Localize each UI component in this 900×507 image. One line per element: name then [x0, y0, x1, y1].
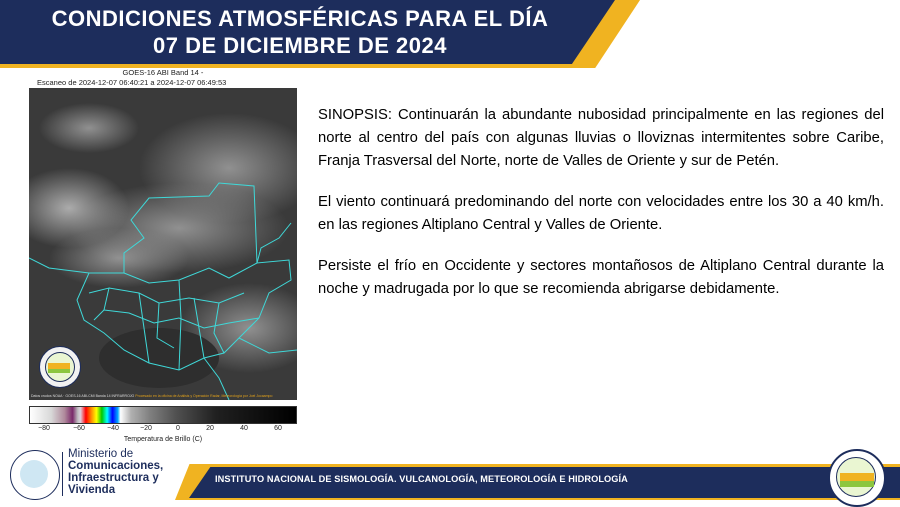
- satellite-panel: [27, 66, 299, 446]
- cold-paragraph: Persiste el frío en Occidente y sectores montañosos de Altiplano Central durante la noche y madrugada por lo que se recomienda abrigarse debidamente.: [318, 258, 884, 297]
- satellite-image: [29, 88, 297, 400]
- government-branding: [0, 446, 180, 506]
- colorbar-tick: 0: [176, 425, 180, 432]
- temperature-colorbar: [29, 406, 297, 424]
- institute-name: INSTITUTO NACIONAL DE SISMOLOGÍA. VULCANOLOGÍA, METEOROLOGÍA E HIDROLOGÍA: [215, 474, 628, 484]
- satellite-caption-band: GOES-16 ABI Band 14 -: [122, 68, 204, 77]
- satellite-logo: [39, 346, 81, 388]
- colorbar-tick: 60: [274, 425, 282, 432]
- colorbar-tick: −20: [140, 425, 152, 432]
- satellite-caption-scan: Escaneo de 2024-12-07 06:40:21 a 2024-12-07 06:49:53: [37, 78, 227, 87]
- colorbar-tick: −80: [38, 425, 50, 432]
- page-date: 07 DE DICIEMBRE DE 2024: [153, 33, 447, 58]
- government-seal: [10, 450, 60, 500]
- insivumeh-logo: [828, 449, 886, 507]
- satellite-credit: Datos crudos NOAA · GOES-16 ABI-CMI Banda 14 INFRARROJO Procesado en la oficina de Análisis y Operación Radar, Meteorología por Joel Jocaampo: [31, 394, 273, 398]
- colorbar-label: Temperatura de Brillo (C): [123, 436, 203, 443]
- ministry-name: Ministerio de Comunicaciones, Infraestructura y Vivienda: [68, 448, 164, 496]
- colorbar-tick: 20: [206, 425, 214, 432]
- wind-paragraph: El viento continuará predominando del norte con velocidades entre los 30 a 40 km/h. en las regiones Altiplano Central y Valles de Oriente.: [318, 194, 884, 233]
- branding-divider: [62, 452, 63, 496]
- colorbar-tick: −40: [107, 425, 119, 432]
- synopsis-paragraph: SINOPSIS: Continuarán la abundante nubosidad principalmente en las regiones del norte al centro del país con algunas lluvias o lloviznas intermitentes sobre Caribe, Franja Trasversal del Norte, norte de Valles de Oriente y sur de Petén.: [318, 107, 884, 169]
- colorbar-tick: 40: [240, 425, 248, 432]
- page-title: CONDICIONES ATMOSFÉRICAS PARA EL DÍA: [51, 6, 549, 31]
- colorbar-tick: −60: [73, 425, 85, 432]
- forecast-text: [318, 104, 884, 319]
